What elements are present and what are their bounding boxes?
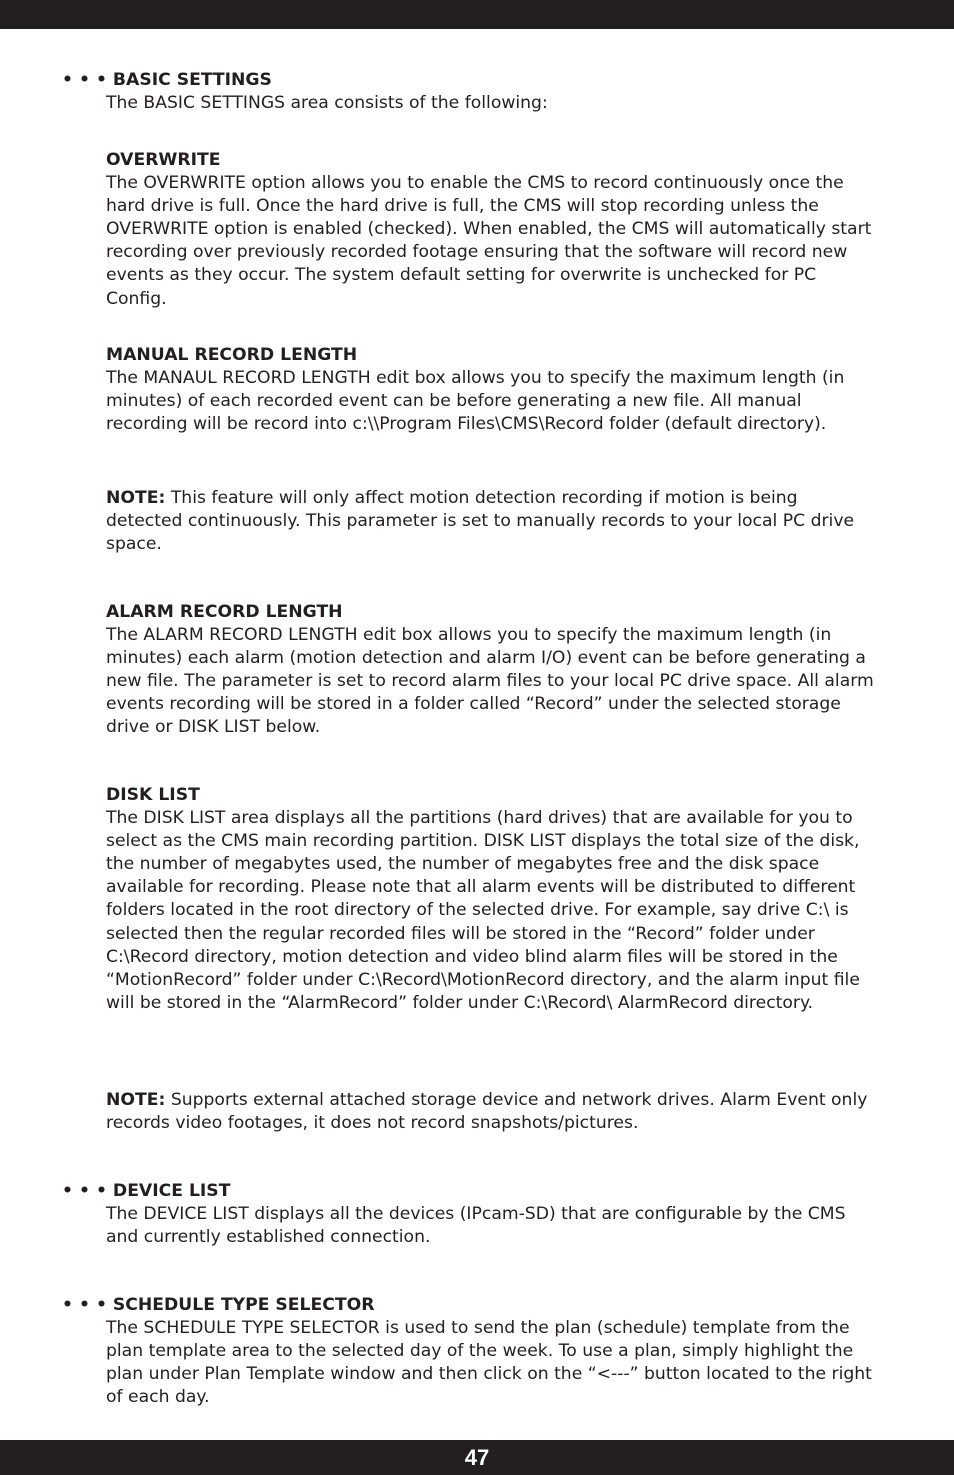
section-heading-basic-settings <box>62 69 272 92</box>
overwrite-text: The OVERWRITE option allows you to enable the CMS to record continuously once the hard drive is full. Once the hard drive is full, the CMS will stop recording unless the OVERWRITE option is enabled (checked). When enabled, the CMS will automatically start recording over previously recorded footage ensuring that the software will record new events as they occur. The system default setting for overwrite is unchecked for PC Config. <box>106 173 872 309</box>
manual-record-length-title: MANUAL RECORD LENGTH <box>106 345 358 365</box>
device-list-title: DEVICE LIST <box>112 1181 231 1201</box>
section-heading-schedule-type-selector <box>62 1294 374 1317</box>
basic-settings-title: BASIC SETTINGS <box>112 70 272 90</box>
note-label: NOTE: <box>106 1090 166 1110</box>
overwrite-title: OVERWRITE <box>106 150 221 170</box>
top-bar <box>0 0 954 29</box>
page-number: 47 <box>464 1444 490 1470</box>
schedule-type-selector-title: SCHEDULE TYPE SELECTOR <box>112 1295 375 1315</box>
device-list-text: The DEVICE LIST displays all the devices (IPcam-SD) that are configurable by the CMS and currently established connection. <box>106 1204 846 1248</box>
manual-record-length-note <box>106 487 876 556</box>
note-label: NOTE: <box>106 488 166 508</box>
alarm-record-length-title: ALARM RECORD LENGTH <box>106 602 343 622</box>
disk-list-title: DISK LIST <box>106 785 200 805</box>
disk-list-text: The DISK LIST area displays all the partitions (hard drives) that are available for you to select as the CMS main recording partition. DISK LIST displays the total size of the disk, the number of megabytes used, the number of megabytes free and the disk space available for recording. Please note that all alarm events will be distributed to different folders located in the root directory of the selected drive. For example, say drive C:\ is selected then the regular recorded files will be stored in the “Record” folder under C:\Record directory, motion detection and video blind alarm files will be stored in the “MotionRecord” folder under C:\Record\MotionRecord directory, and the alarm input file will be stored in the “AlarmRecord” folder under C:\Record\ AlarmRecord directory. <box>106 808 860 1013</box>
alarm-record-length-block <box>106 601 876 740</box>
note-text: This feature will only affect motion detection recording if motion is being detected continuously. This parameter is set to manually records to your local PC drive space. <box>106 488 855 555</box>
disk-list-block <box>106 784 876 1015</box>
manual-record-length-text: The MANAUL RECORD LENGTH edit box allows you to specify the maximum length (in minutes) of each recorded event can be before generating a new file. All manual recording will be record into c:\\Program Files\CMS\Record folder (default directory). <box>106 368 845 435</box>
note-text: Supports external attached storage device and network drives. Alarm Event only records video footages, it does not record snapshots/pictures. <box>106 1090 868 1134</box>
bullet-marker: • • • <box>62 1295 107 1315</box>
alarm-record-length-text: The ALARM RECORD LENGTH edit box allows you to specify the maximum length (in minutes) each alarm (motion detection and alarm I/O) event can be before generating a new file. The parameter is set to record alarm files to your local PC drive space. All alarm events recording will be stored in a folder called “Record” under the selected storage drive or DISK LIST below. <box>106 625 874 738</box>
footer-bar <box>0 1440 954 1475</box>
schedule-type-selector-text: The SCHEDULE TYPE SELECTOR is used to send the plan (schedule) template from the plan template area to the selected day of the week. To use a plan, simply highlight the plan under Plan Template window and then click on the “<---” button located to the right of each day. <box>106 1318 872 1408</box>
bullet-marker: • • • <box>62 70 107 90</box>
section-heading-device-list <box>62 1180 230 1203</box>
bullet-marker: • • • <box>62 1181 107 1201</box>
basic-settings-intro: The BASIC SETTINGS area consists of the following: <box>106 93 548 113</box>
disk-list-note <box>106 1089 876 1135</box>
manual-record-length-block <box>106 344 876 436</box>
overwrite-block <box>106 149 876 311</box>
